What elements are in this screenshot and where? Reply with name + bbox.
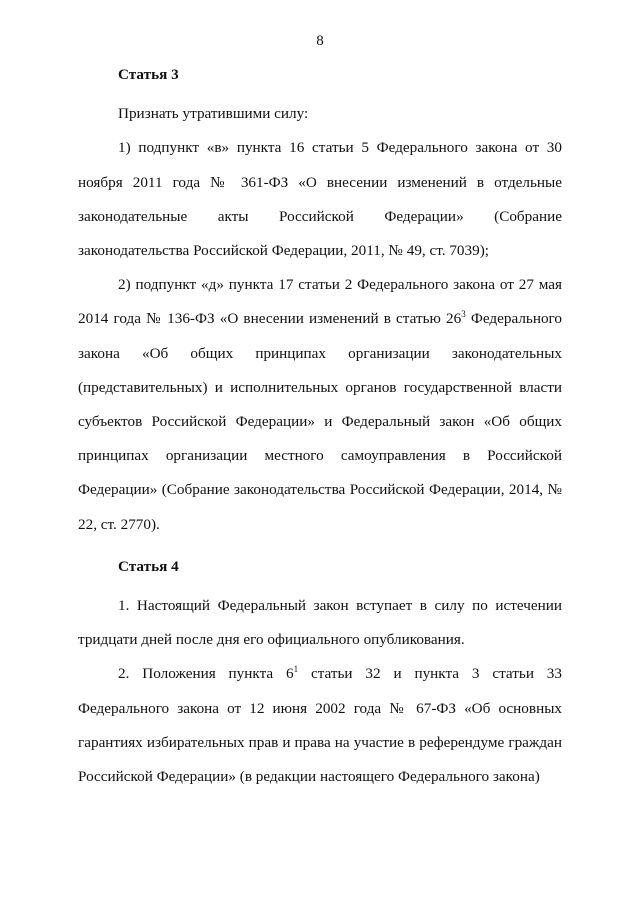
article-3-item-2-text-end: Федерального закона «Об общих принципах организации законодательных (представительных) и исполнительных органов государственной власти субъектов Российской Федерации» и Федеральный закон «Об общих принципах организации местного самоуправления в Российской Федерации» (Собрание законодательства Российской Федерации, 2014, № 22, ст. 2770). (78, 310, 562, 533)
article-3-item-2-text-start: 2) подпункт «д» пункта 17 статьи 2 Федерального закона от 27 мая 2014 года № 136-ФЗ «О внесении изменений в статью 26 (78, 276, 562, 328)
article-4-heading: Статья 4 (118, 557, 179, 575)
article-4-item-2-text-end: статьи 32 и пункта 3 статьи 33 Федерального закона от 12 июня 2002 года № 67-ФЗ «Об основных гарантиях избирательных прав и права на участие в референдуме граждан Российской Федерации» (в редакции настоящего Федерального закона) (78, 665, 562, 786)
article-4-item-1: 1. Настоящий Федеральный закон вступает в силу по истечении тридцати дней после дня его официального опубликования. (78, 597, 562, 649)
page-number: 8 (316, 33, 324, 49)
article-4-item-2-superscript: 1 (293, 664, 299, 675)
article-4-item-2 (78, 657, 562, 794)
article-4-item-2-text-start: 2. Положения пункта 6 (118, 665, 294, 683)
document-body (78, 58, 562, 794)
article-3-heading: Статья 3 (118, 66, 179, 83)
article-3-item-2-superscript: 3 (461, 309, 466, 320)
article-3-intro: Признать утратившими силу: (118, 105, 309, 123)
article-3-item-2 (78, 268, 562, 542)
article-3-item-1: 1) подпункт «в» пункта 16 статьи 5 Федерального закона от 30 ноября 2011 года № 361-ФЗ «О внесении изменений в отдельные законодательные акты Российской Федерации» (Собрание законодательства Российской Федерации, 2011, № 49, ст. 7039); (78, 139, 562, 260)
